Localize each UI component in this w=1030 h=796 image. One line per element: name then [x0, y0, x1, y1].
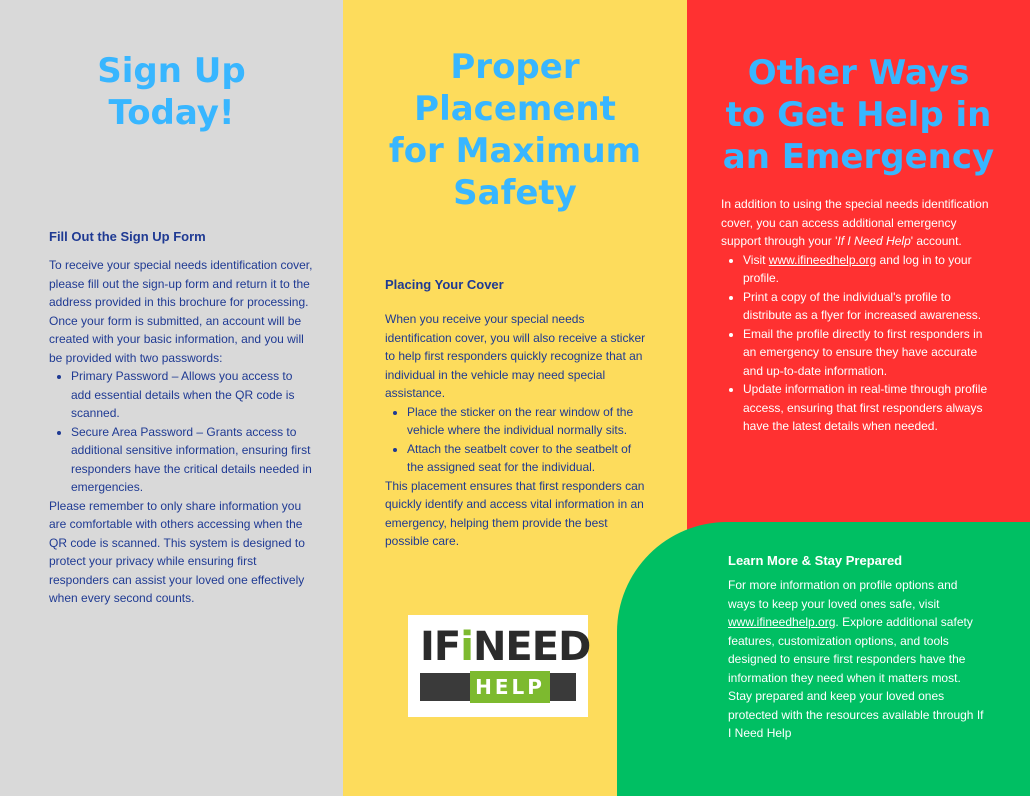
- placement-title-line1: Proper: [450, 47, 580, 87]
- list-item: • Email the profile directly to first responders in an emergency to ensure they have accurate and up-to-date information.: [743, 325, 991, 381]
- placement-title-line4: Safety: [453, 173, 577, 213]
- other-ways-intro-a: In addition to using the special needs identification cover, you can access additional emergency support through your ': [721, 197, 989, 248]
- logo-if-text: IF: [420, 624, 461, 670]
- other-ways-intro-b: ' account.: [910, 234, 962, 248]
- logo-top-text: [420, 624, 591, 670]
- sign-up-body: [49, 256, 314, 608]
- placement-intro: When you receive your special needs identification cover, you will also receive a sticker to help first responders quickly recognize that an individual in the vehicle may need special assistance.: [385, 312, 646, 400]
- learn-more-text-a: For more information on profile options and ways to keep your loved ones safe, visit: [728, 578, 958, 611]
- other-ways-list: [721, 251, 991, 436]
- password-list: [49, 367, 314, 497]
- other-ways-title: [697, 52, 1020, 178]
- logo-need-text: NEED: [472, 624, 591, 670]
- list-item: • Primary Password – Allows you access to add essential details when the QR code is scanned.: [71, 367, 314, 423]
- sign-up-title: [18, 50, 325, 134]
- list-item: [743, 251, 991, 288]
- placement-closing: This placement ensures that first responders can quickly identify and access vital information in an emergency, helping them provide the best possible care.: [385, 478, 645, 548]
- login-text: and log in to your profile.: [743, 252, 972, 285]
- sign-up-title-line1: Sign Up: [97, 51, 246, 91]
- placement-title-line3: for Maximum: [388, 131, 642, 171]
- placement-list: [385, 403, 647, 477]
- sign-up-panel: [0, 0, 343, 796]
- learn-more-body: [728, 576, 988, 743]
- placement-body: [385, 310, 647, 551]
- logo-help-text: HELP: [470, 671, 550, 703]
- learn-more-subheading: Learn More & Stay Prepared: [728, 553, 903, 568]
- other-ways-body: [721, 195, 991, 436]
- ifineedhelp-link-2[interactable]: www.ifineedhelp.org: [728, 615, 836, 629]
- other-ways-title-line2: to Get Help in: [725, 95, 992, 135]
- sign-up-title-line2: Today!: [108, 93, 235, 133]
- list-item: • Print a copy of the individual's profile to distribute as a flyer for increased awareness.: [743, 288, 991, 325]
- if-i-need-help-logo: [408, 615, 591, 717]
- sign-up-subheading: Fill Out the Sign Up Form: [49, 229, 206, 244]
- list-item: • Place the sticker on the rear window of the vehicle where the individual normally sits.: [407, 403, 647, 440]
- placement-title-line2: Placement: [414, 89, 616, 129]
- learn-more-text-b: . Explore additional safety features, customization options, and tools designed to ensure first responders have the information they need when it matters most. Stay prepared and keep your loved ones protected with the resources available through If I Need Help: [728, 615, 984, 740]
- placement-subheading: Placing Your Cover: [385, 277, 504, 292]
- ifineedhelp-link[interactable]: www.ifineedhelp.org: [768, 252, 877, 267]
- sign-up-closing: Please remember to only share information you are comfortable with others accessing when the QR code is scanned. This system is designed to protect your privacy while ensuring first responders can assist your loved one effectively when every second counts.: [49, 498, 305, 605]
- other-ways-title-line1: Other Ways: [747, 53, 970, 93]
- other-ways-intro-italic: If I Need Help: [837, 234, 911, 248]
- other-ways-title-line3: an Emergency: [722, 137, 995, 177]
- visit-text: Visit: [743, 252, 769, 267]
- sign-up-intro: To receive your special needs identification cover, please fill out the sign-up form and return it to the address provided in this brochure for processing. Once your form is submitted, an account will be created with your basic information, and you will be provided with two passwords:: [49, 258, 313, 365]
- learn-more-panel: [617, 522, 1030, 796]
- placement-title: [355, 46, 675, 214]
- list-item: • Secure Area Password – Grants access to additional sensitive information, ensuring first responders have the critical details needed in emergencies.: [71, 423, 314, 497]
- list-item: • Update information in real-time through profile access, ensuring that first responders always have the latest details when needed.: [743, 380, 991, 436]
- logo-i-text: i: [460, 624, 473, 670]
- list-item: • Attach the seatbelt cover to the seatbelt of the assigned seat for the individual.: [407, 440, 647, 477]
